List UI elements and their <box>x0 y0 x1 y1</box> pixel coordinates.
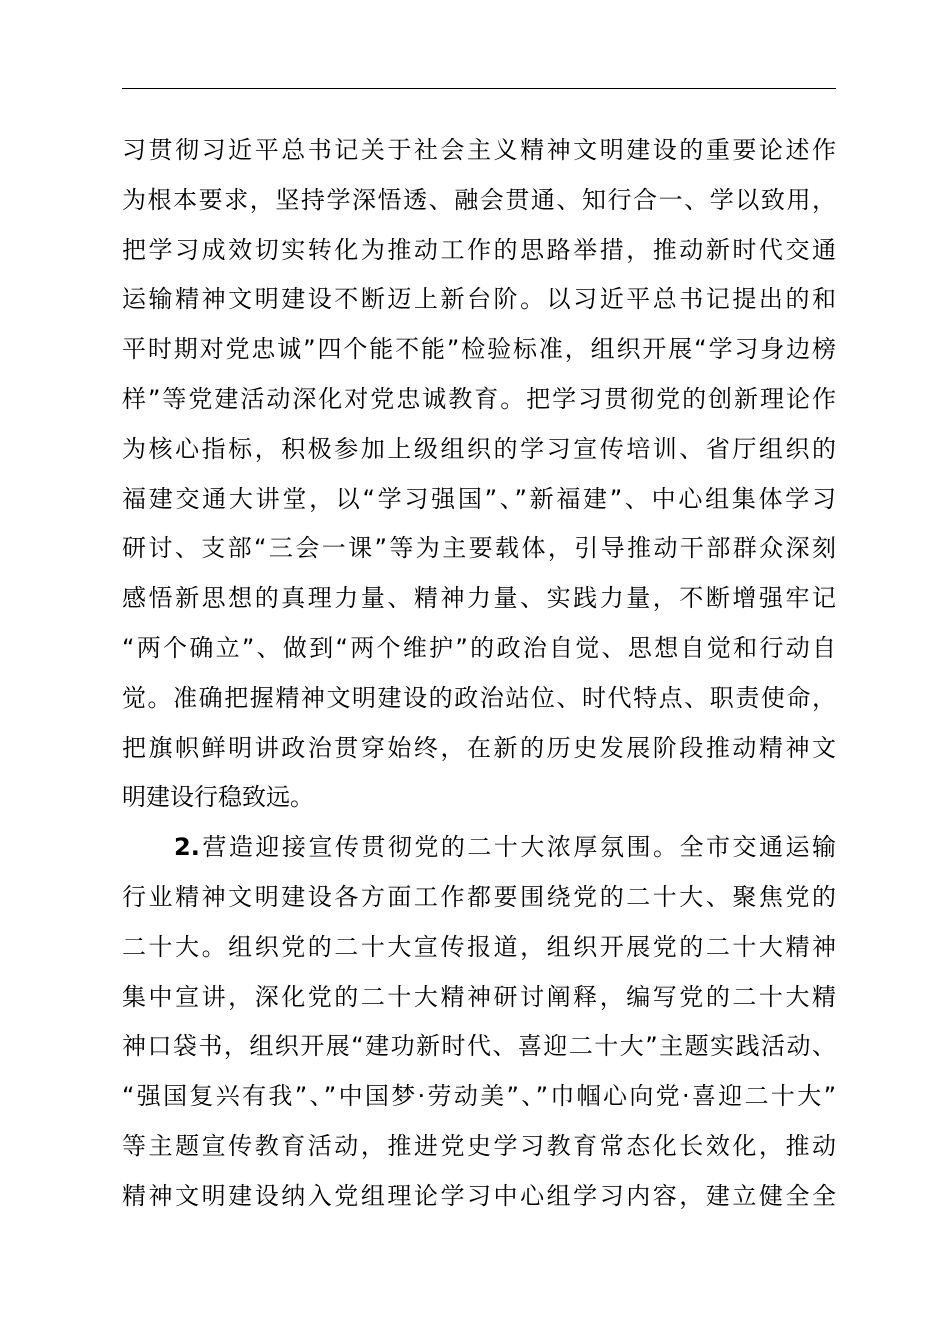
text-line: 习贯彻习近平总书记关于社会主义精神文明建设的重要论述作 <box>122 136 836 164</box>
text-line: 研讨、支部“三会一课”等为主要载体，引导推动干部群众深刻 <box>122 534 836 563</box>
text-line: “强国复兴有我”、”中国梦·劳动美”、”巾帼心向党·喜迎二十大” <box>122 1082 836 1111</box>
text-line: 为根本要求，坚持学深悟透、融会贯通、知行合一、学以致用， <box>122 185 836 214</box>
text-line: 福建交通大讲堂，以“学习强国”、”新福建”、中心组集体学习 <box>122 484 836 513</box>
text-segment: 营造迎接宣传贯彻党的二十大浓厚氛围。全市交通运输 <box>199 833 836 862</box>
text-line: 平时期对党忠诚”四个能不能”检验标准，组织开展“学习身边榜 <box>122 335 836 364</box>
document-body <box>122 126 836 1222</box>
text-line: “两个确立”、做到“两个维护”的政治自觉、思想自觉和行动自 <box>122 633 836 662</box>
text-line: 样”等党建活动深化对党忠诚教育。把学习贯彻党的创新理论作 <box>122 384 836 413</box>
text-line: 觉。准确把握精神文明建设的政治站位、时代特点、职责使命， <box>122 683 836 712</box>
paragraph-1 <box>122 126 836 823</box>
text-line: 感悟新思想的真理力量、精神力量、实践力量，不断增强牢记 <box>122 584 836 613</box>
text-line: 把旗帜鲜明讲政治贯穿始终，在新的历史发展阶段推动精神文 <box>122 733 836 762</box>
text-line: 等主题宣传教育活动，推进党史学习教育常态化长效化，推动 <box>122 1131 836 1160</box>
text-line: 为核心指标，积极参加上级组织的学习宣传培训、省厅组织的 <box>122 434 836 463</box>
paragraph-2-first-line <box>122 823 836 873</box>
text-line: 明建设行稳致远。 <box>122 783 314 812</box>
text-line: 集中宣讲，深化党的二十大精神研讨阐释，编写党的二十大精 <box>122 982 836 1011</box>
text-line: 运输精神文明建设不断迈上新台阶。以习近平总书记提出的和 <box>122 285 836 314</box>
text-line: 神口袋书，组织开展“建功新时代、喜迎二十大”主题实践活动、 <box>122 1032 836 1061</box>
text-line: 行业精神文明建设各方面工作都要围绕党的二十大、聚焦党的 <box>122 882 836 911</box>
text-line: 把学习成效切实转化为推动工作的思路举措，推动新时代交通 <box>122 235 836 264</box>
text-line: 二十大。组织党的二十大宣传报道，组织开展党的二十大精神 <box>122 932 836 961</box>
paragraph-2 <box>122 823 836 1221</box>
text-line: 精神文明建设纳入党组理论学习中心组学习内容，建立健全全 <box>122 1181 836 1210</box>
header-rule <box>122 88 836 89</box>
section-number: 2. <box>174 833 200 862</box>
